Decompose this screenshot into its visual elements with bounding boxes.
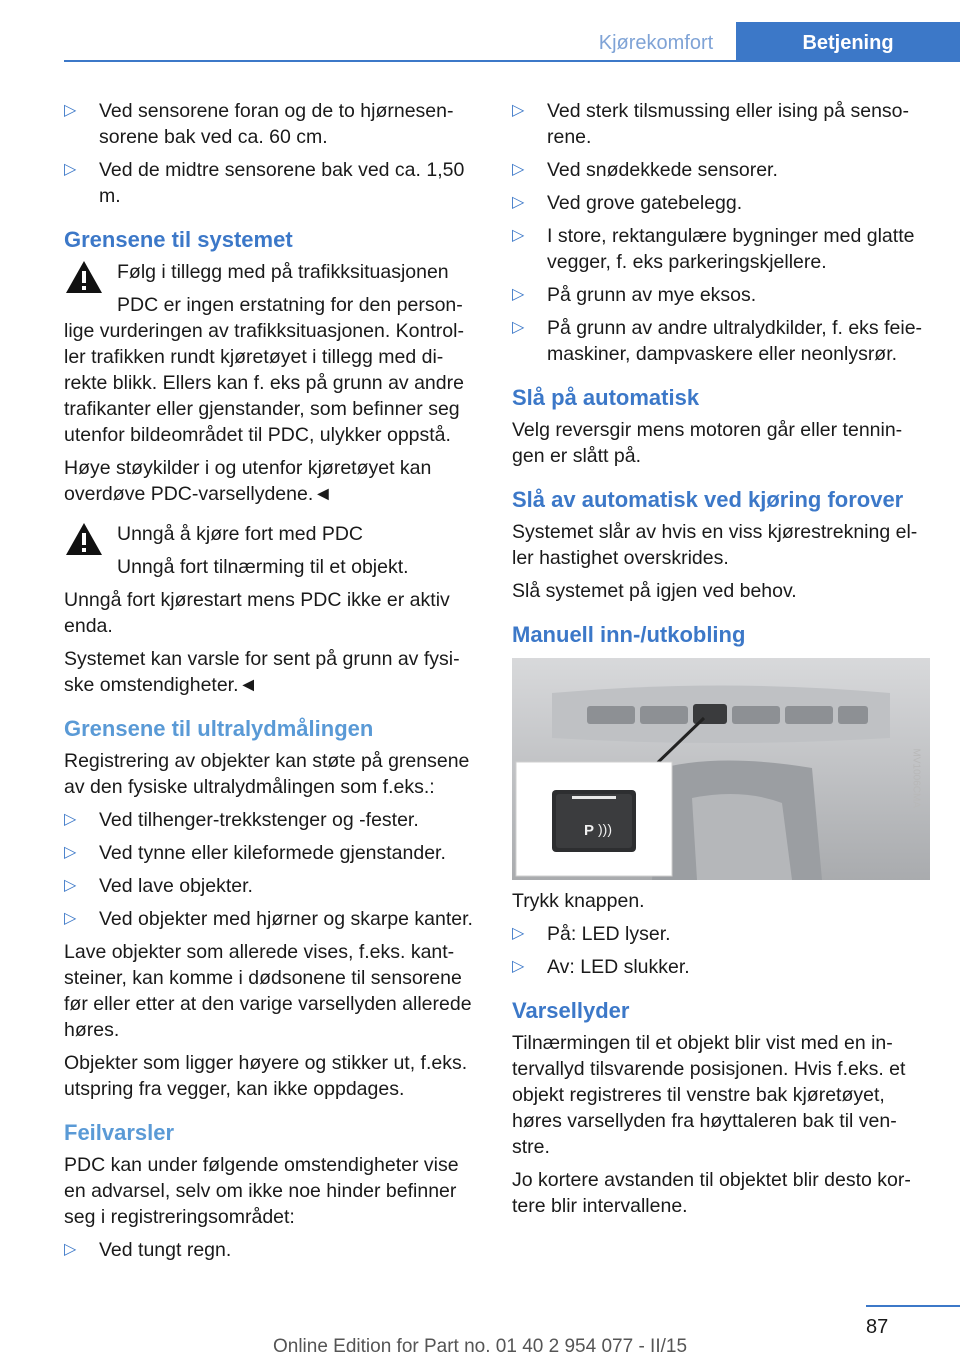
- paragraph: Trykk knappen.: [512, 890, 645, 912]
- triangle-bullet-icon: ▷: [64, 877, 77, 894]
- footer-rule: [866, 1305, 960, 1307]
- image-code: MV1006CMA: [910, 748, 921, 808]
- triangle-bullet-icon: ▷: [512, 161, 525, 178]
- sound-waves-icon: ))): [598, 821, 612, 837]
- paragraph: Jo kortere avstanden til objektet blir desto kor-tere blir intervallene.: [512, 1169, 911, 1217]
- pdc-button-photo: [512, 658, 930, 880]
- warning-block: [64, 259, 480, 448]
- paragraph: PDC kan under følgende omstendigheter vise en advarsel, selv om ikke noe hinder befinner seg i registreringsområdet:: [64, 1154, 459, 1228]
- triangle-bullet-icon: ▷: [512, 319, 525, 336]
- console-illustration: [512, 658, 930, 880]
- list-item: ▷ Ved grove gatebelegg.: [512, 192, 743, 214]
- paragraph: Tilnærmingen til et objekt blir vist med en in-tervallyd tilsvarende posisjonen. Hvis f.eks. et objekt registreres til venstre bak kjøretøyet, høres varsellyden fra høyttaleren bak til ven-stre.: [512, 1032, 906, 1158]
- list-item: ▷ Ved tilhenger-trekkstenger og -fester.: [64, 809, 419, 831]
- heading-warning-sounds: Varsellyder: [512, 998, 630, 1023]
- list-item: ▷ På grunn av mye eksos.: [512, 284, 757, 306]
- warning-text: Unngå fort kjørestart mens PDC ikke er aktiv enda.: [64, 589, 450, 637]
- paragraph: Lave objekter som allerede vises, f.eks. kant-steiner, kan komme i dødsonene til sensorene før eller etter at den varige varsellyden allerede høres.: [64, 941, 472, 1041]
- heading-auto-on: Slå på automatisk: [512, 385, 700, 410]
- list-item: ▷ Ved tynne eller kileformede gjenstander.: [64, 842, 446, 864]
- warning-title: Unngå å kjøre fort med PDC: [117, 523, 364, 545]
- list-item: ▷ Ved sensorene foran og de to hjørnesen-sorene bak ved ca. 60 cm.: [64, 100, 454, 148]
- edition-text: Online Edition for Part no. 01 40 2 954 077 - II/15: [272, 1336, 688, 1357]
- button-label: P: [584, 822, 595, 839]
- triangle-bullet-icon: ▷: [512, 102, 525, 119]
- warning-triangle-icon: [64, 259, 104, 295]
- triangle-bullet-icon: ▷: [512, 958, 525, 975]
- paragraph: Slå systemet på igjen ved behov.: [512, 580, 797, 602]
- list-item: ▷ Ved lave objekter.: [64, 875, 253, 897]
- list-item: ▷ Ved objekter med hjørner og skarpe kanter.: [64, 908, 473, 930]
- list-item: ▷ Ved de midtre sensorene bak ved ca. 1,50 m.: [64, 159, 465, 207]
- heading-manual: Manuell inn-/utkobling: [512, 622, 746, 647]
- heading-system-limits: Grensene til systemet: [64, 227, 293, 252]
- triangle-bullet-icon: ▷: [512, 286, 525, 303]
- paragraph: Velg reversgir mens motoren går eller tennin-gen er slått på.: [512, 419, 903, 467]
- warning-title: Følg i tillegg med på trafikksituasjonen: [117, 261, 449, 283]
- triangle-bullet-icon: ▷: [64, 102, 77, 119]
- paragraph: Systemet slår av hvis en viss kjørestrekning el-ler hastighet overskrides.: [512, 521, 918, 569]
- triangle-bullet-icon: ▷: [64, 844, 77, 861]
- triangle-bullet-icon: ▷: [64, 910, 77, 927]
- list-item: ▷ Ved tungt regn.: [64, 1239, 232, 1261]
- list-item: ▷ Av: LED slukker.: [512, 956, 690, 978]
- heading-ultrasound-limits: Grensene til ultralydmålingen: [64, 716, 374, 741]
- triangle-bullet-icon: ▷: [64, 811, 77, 828]
- warning-text: Unngå fort tilnærming til et objekt.: [117, 556, 409, 578]
- triangle-bullet-icon: ▷: [512, 925, 525, 942]
- list-item: ▷ Ved snødekkede sensorer.: [512, 159, 778, 181]
- list-item: ▷ På grunn av andre ultralydkilder, f. eks feie-maskiner, dampvaskere eller neonlysrør.: [512, 317, 923, 365]
- left-column: [64, 98, 480, 1270]
- footer-edition: [0, 1336, 960, 1358]
- triangle-bullet-icon: ▷: [512, 227, 525, 244]
- warning-block: [64, 521, 480, 580]
- triangle-bullet-icon: ▷: [64, 1241, 77, 1258]
- list-item: ▷ I store, rektangulære bygninger med glatte vegger, f. eks parkeringskjellere.: [512, 225, 915, 273]
- warning-text: Systemet kan varsle for sent på grunn av fysi-ske omstendigheter.◄: [64, 648, 460, 696]
- list-item: ▷ Ved sterk tilsmussing eller ising på senso-rene.: [512, 100, 909, 148]
- paragraph: Objekter som ligger høyere og stikker ut, f.eks. utspring fra vegger, kan ikke oppdages.: [64, 1052, 468, 1100]
- heading-false-alarms: Feilvarsler: [64, 1120, 175, 1145]
- paragraph: Registrering av objekter kan støte på grensene av den fysiske ultralydmålingen som f.eks.:: [64, 750, 470, 798]
- heading-auto-off: Slå av automatisk ved kjøring forover: [512, 487, 904, 512]
- page-number: 87: [866, 1316, 889, 1338]
- triangle-bullet-icon: ▷: [512, 194, 525, 211]
- list-item: ▷ På: LED lyser.: [512, 923, 671, 945]
- right-column: [512, 98, 932, 1226]
- warning-text: Høye støykilder i og utenfor kjøretøyet kan overdøve PDC-varsellydene.◄: [64, 457, 432, 505]
- header-section-tab[interactable]: Kjørekomfort: [576, 22, 736, 60]
- triangle-bullet-icon: ▷: [64, 161, 77, 178]
- header-chapter-tab[interactable]: Betjening: [736, 22, 960, 62]
- warning-triangle-icon: [64, 521, 104, 557]
- warning-text: PDC er ingen erstatning for den person-lige vurderingen av trafikksituasjonen. Kontrol-ler trafikken rundt kjøretøyet i tillegg med di-rekte blikk. Ellers kan f. eks på grunn av andre trafikanter eller gjenstander, som befinner seg utenfor bildeområdet til PDC, ulykker oppstå.: [64, 294, 464, 446]
